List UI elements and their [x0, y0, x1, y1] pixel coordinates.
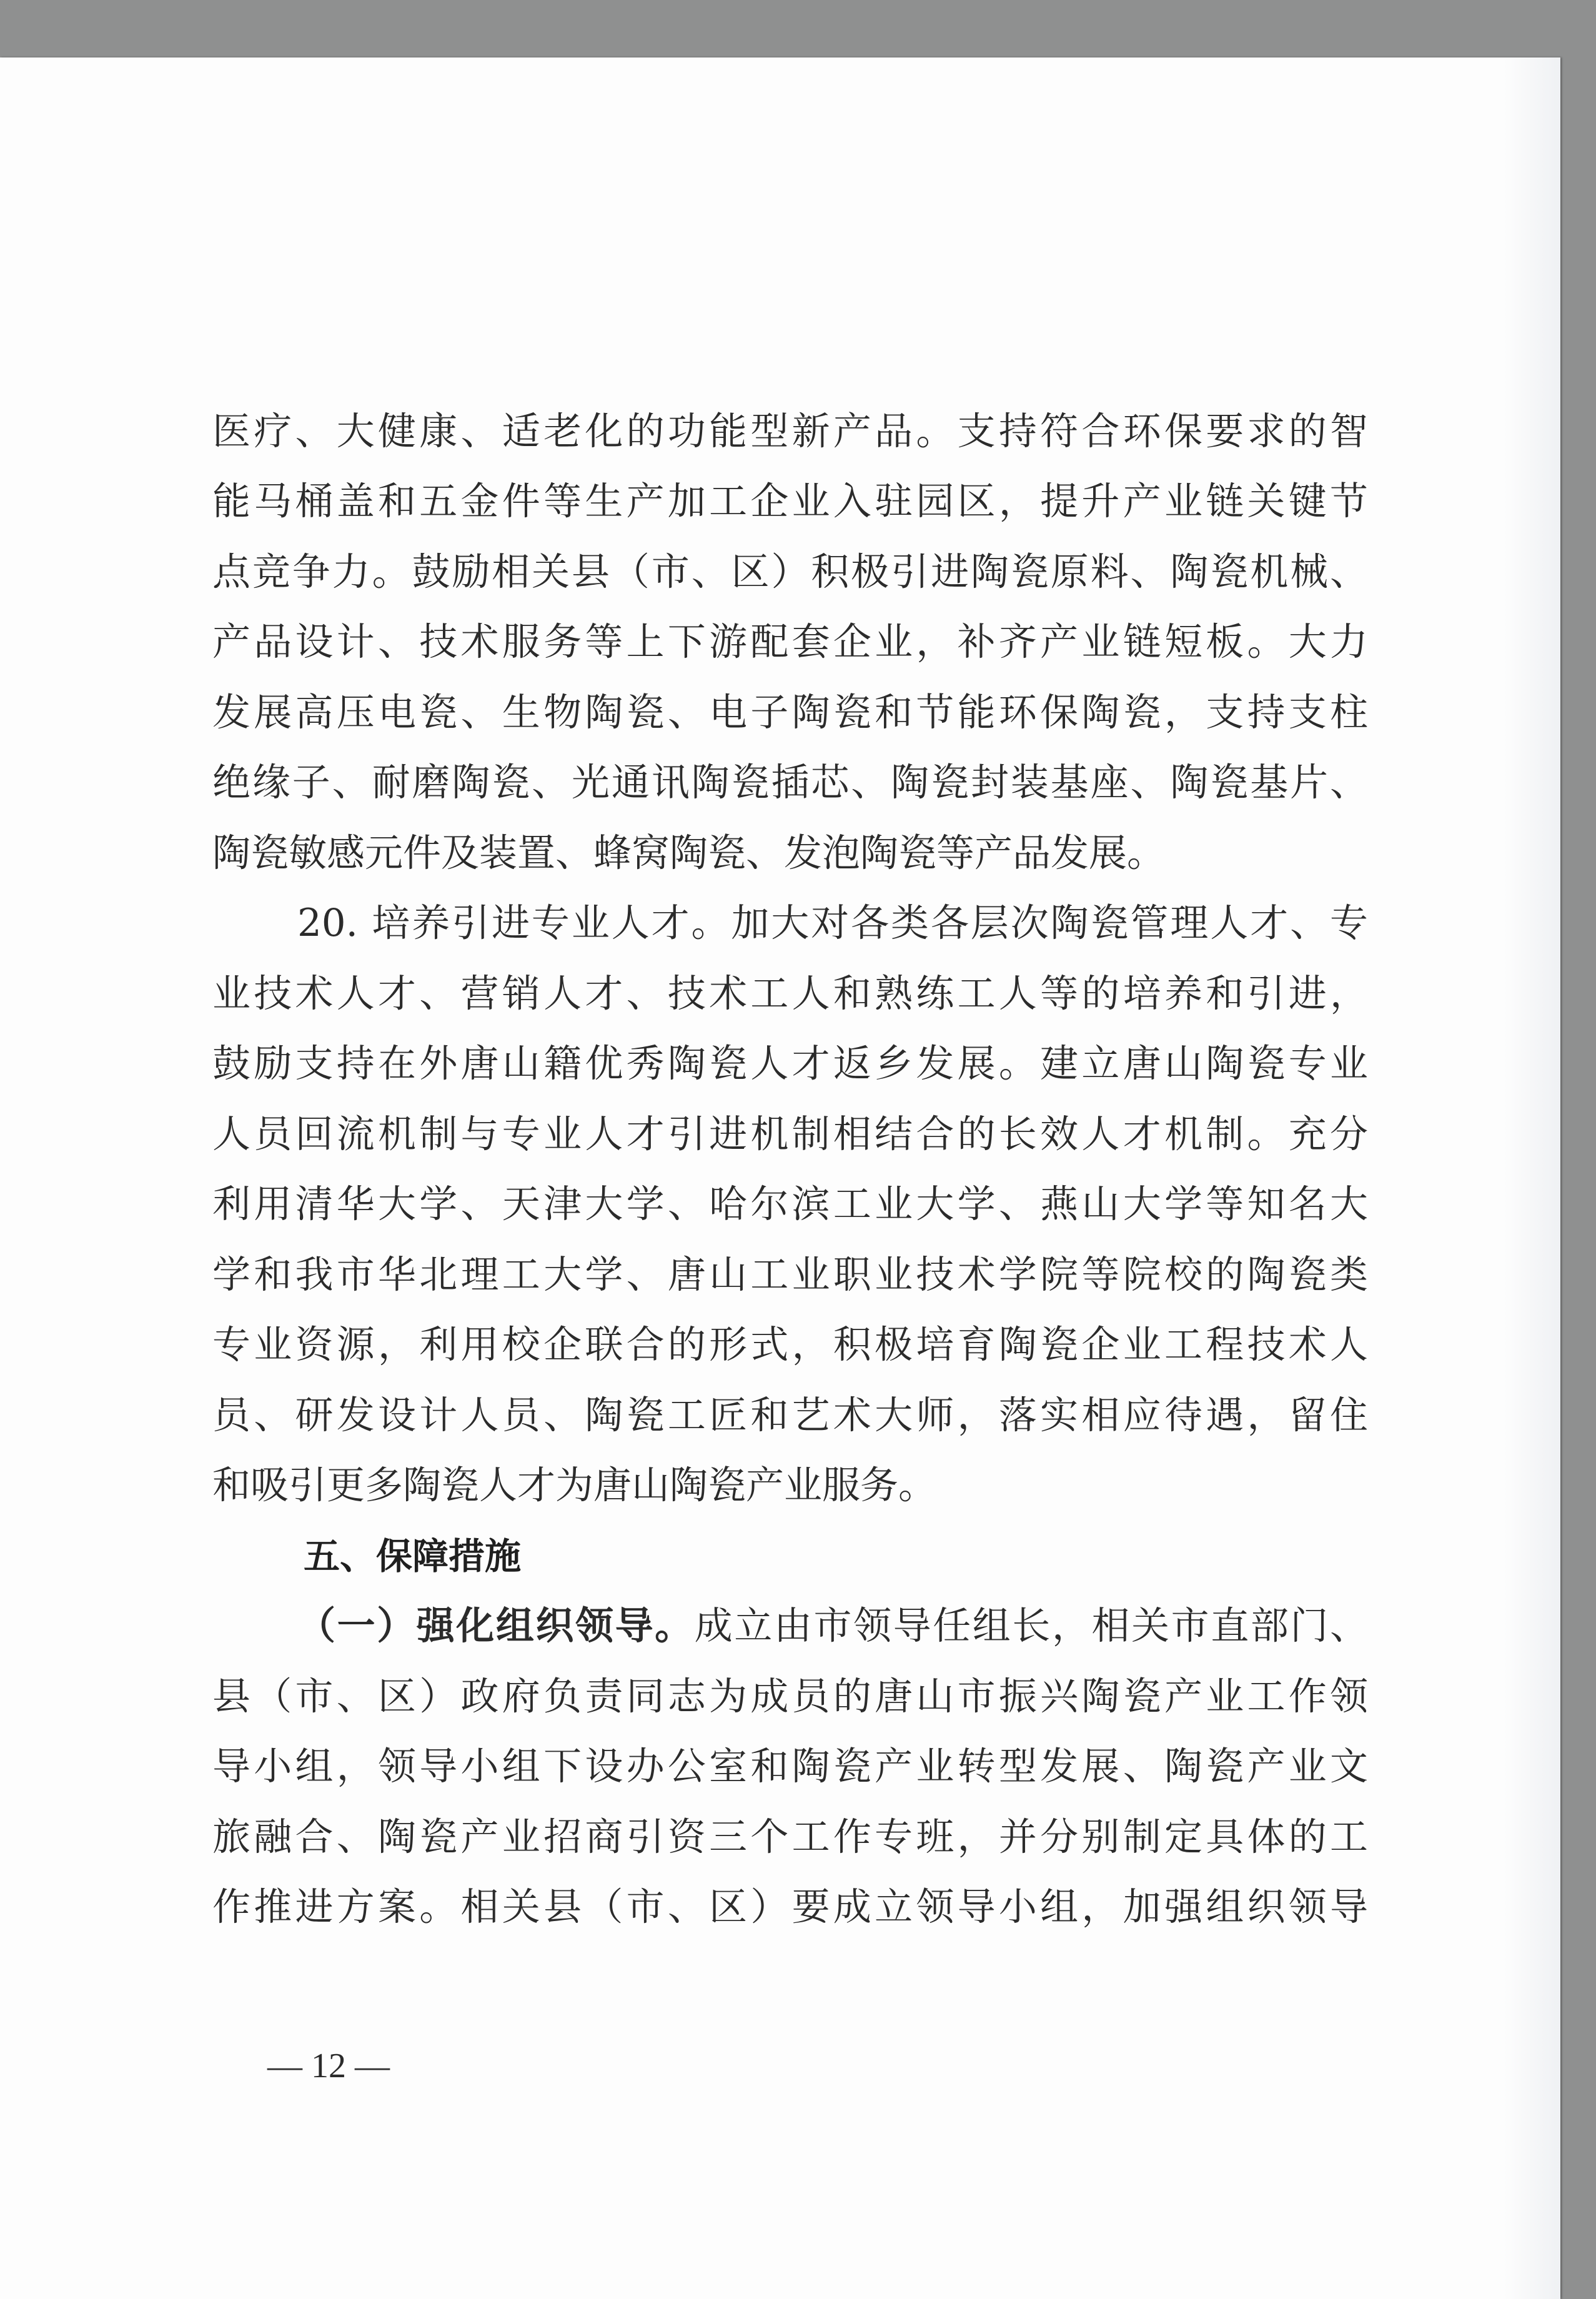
body-text-line: 能马桶盖和五金件等生产加工企业入驻园区，提升产业链关键节: [212, 479, 1368, 524]
body-text-line: 点竞争力。鼓励相关县（市、区）积极引进陶瓷原料、陶瓷机械、: [212, 550, 1368, 594]
body-text-span: 成立由市领导任组长，相关市直部门、: [694, 1604, 1368, 1648]
body-text-line: 鼓励支持在外唐山籍优秀陶瓷人才返乡发展。建立唐山陶瓷专业: [212, 1041, 1368, 1086]
body-text-line: 旅融合、陶瓷产业招商引资三个工作专班，并分别制定具体的工: [212, 1815, 1368, 1859]
body-text-line: 导小组，领导小组下设办公室和陶瓷产业转型发展、陶瓷产业文: [212, 1744, 1368, 1789]
body-text-line: [297, 1589, 1368, 1664]
page-number: — 12 —: [267, 2047, 390, 2085]
body-text-line: 专业资源，利用校企联合的形式，积极培育陶瓷企业工程技术人: [212, 1323, 1368, 1367]
paper-sheet: [0, 57, 1560, 2299]
body-text-line: 医疗、大健康、适老化的功能型新产品。支持符合环保要求的智: [212, 409, 1368, 454]
sub-heading: （一）强化组织领导。: [297, 1604, 695, 1648]
body-text-line: 学和我市华北理工大学、唐山工业职业技术学院等院校的陶瓷类: [212, 1253, 1368, 1297]
section-heading: 五、保障措施: [304, 1535, 522, 1577]
body-text-line: 和吸引更多陶瓷人才为唐山陶瓷产业服务。: [212, 1463, 937, 1507]
body-text-line: 作推进方案。相关县（市、区）要成立领导小组，加强组织领导: [212, 1885, 1368, 1929]
body-text-line: 陶瓷敏感元件及装置、蜂窝陶瓷、发泡陶瓷等产品发展。: [212, 831, 1166, 875]
body-text-line: 产品设计、技术服务等上下游配套企业，补齐产业链短板。大力: [212, 620, 1368, 664]
body-text-line: 员、研发设计人员、陶瓷工匠和艺术大师，落实相应待遇，留住: [212, 1393, 1368, 1437]
body-text-line: 发展高压电瓷、生物陶瓷、电子陶瓷和节能环保陶瓷，支持支柱: [212, 690, 1368, 735]
body-text-line: 利用清华大学、天津大学、哈尔滨工业大学、燕山大学等知名大: [212, 1182, 1368, 1226]
body-text-line: 业技术人才、营销人才、技术工人和熟练工人等的培养和引进，: [212, 971, 1368, 1016]
body-text-line: 人员回流机制与专业人才引进机制相结合的长效人才机制。充分: [212, 1112, 1368, 1156]
body-text-line: 县（市、区）政府负责同志为成员的唐山市振兴陶瓷产业工作领: [212, 1674, 1368, 1719]
body-text-line: 20. 培养引进专业人才。加大对各类各层次陶瓷管理人才、专: [297, 901, 1368, 945]
body-text-line: 绝缘子、耐磨陶瓷、光通讯陶瓷插芯、陶瓷封装基座、陶瓷基片、: [212, 760, 1368, 805]
